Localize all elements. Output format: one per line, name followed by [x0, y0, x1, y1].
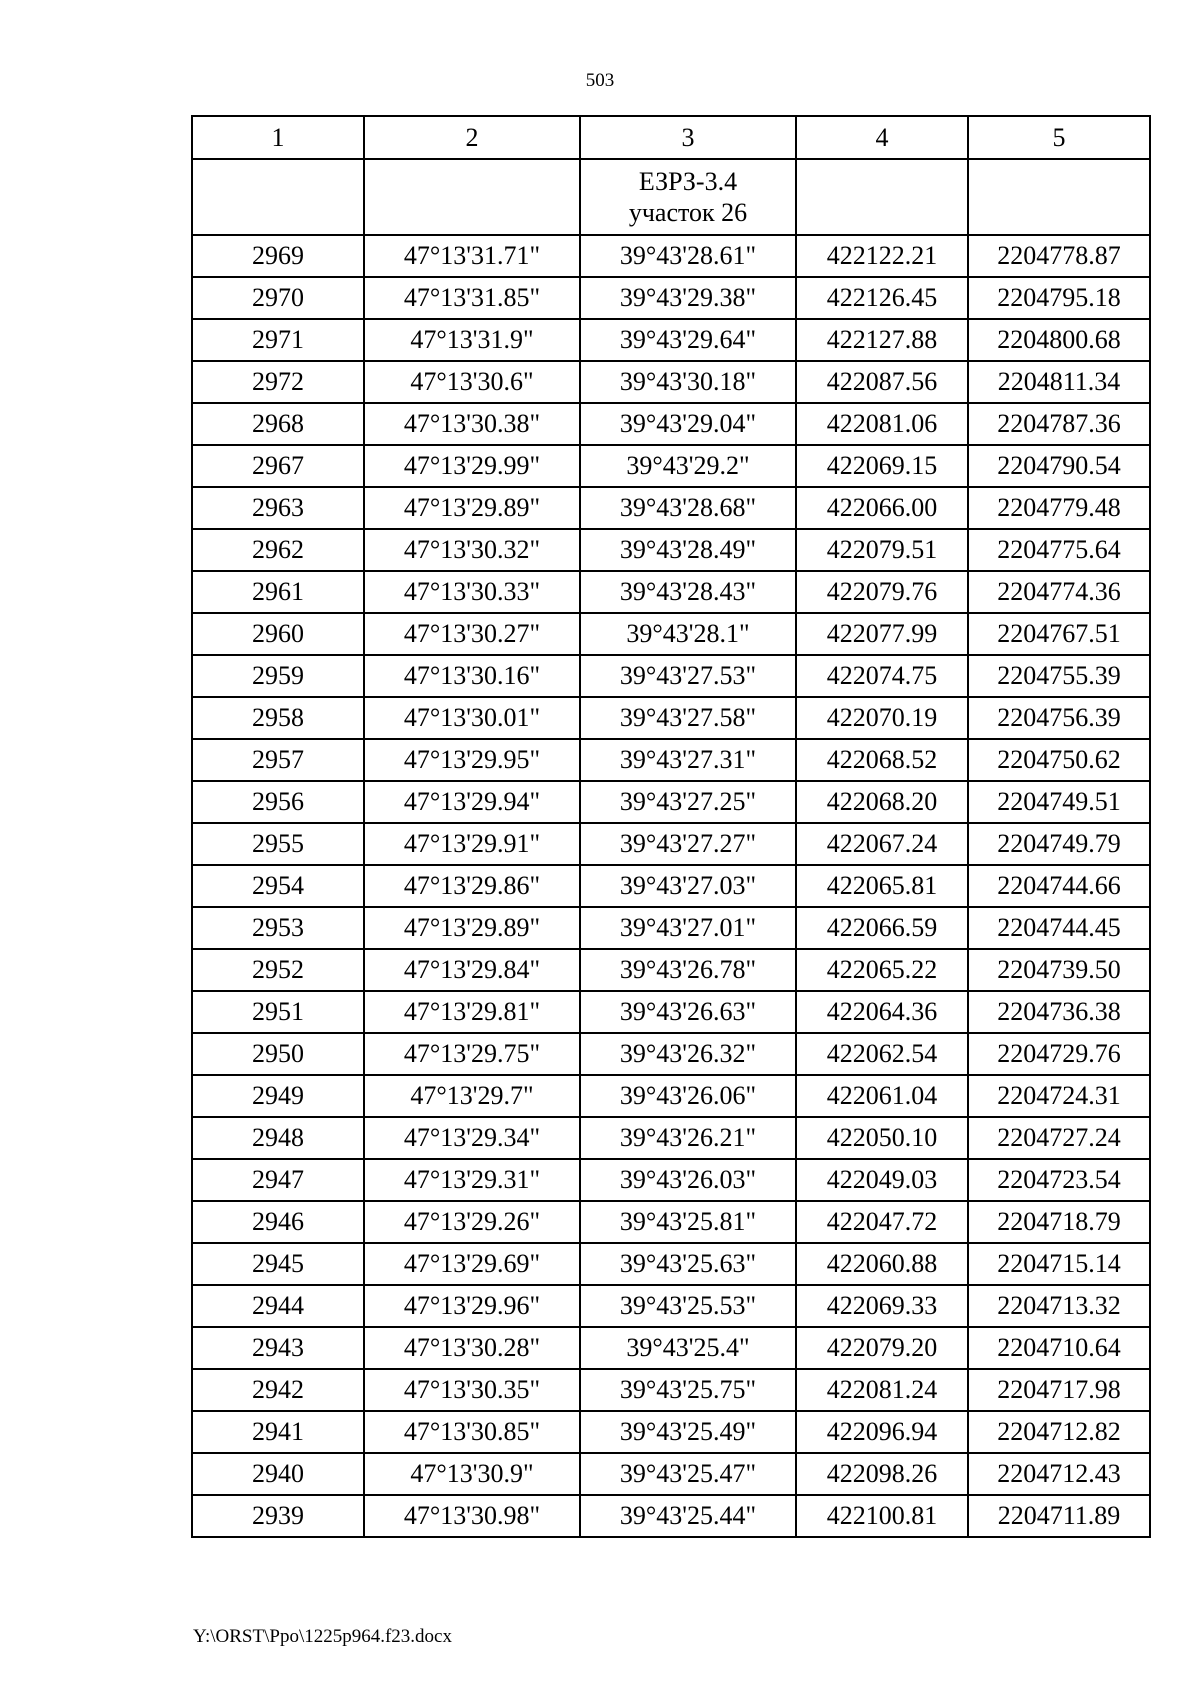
point-number-cell: 2954 — [192, 865, 364, 907]
point-number-cell: 2962 — [192, 529, 364, 571]
latitude-cell: 47°13'30.27" — [364, 613, 580, 655]
point-number-cell: 2948 — [192, 1117, 364, 1159]
y-coordinate-cell: 2204755.39 — [968, 655, 1150, 697]
latitude-cell: 47°13'30.35" — [364, 1369, 580, 1411]
latitude-cell: 47°13'29.26" — [364, 1201, 580, 1243]
latitude-cell: 47°13'29.96" — [364, 1285, 580, 1327]
table-row — [192, 1453, 1150, 1495]
y-coordinate-cell: 2204727.24 — [968, 1117, 1150, 1159]
point-number-cell: 2961 — [192, 571, 364, 613]
latitude-cell: 47°13'30.28" — [364, 1327, 580, 1369]
longitude-cell: 39°43'28.1" — [580, 613, 796, 655]
point-number-cell: 2959 — [192, 655, 364, 697]
x-coordinate-cell: 422065.81 — [796, 865, 968, 907]
table-row — [192, 445, 1150, 487]
y-coordinate-cell: 2204739.50 — [968, 949, 1150, 991]
latitude-cell: 47°13'29.31" — [364, 1159, 580, 1201]
x-coordinate-cell: 422096.94 — [796, 1411, 968, 1453]
longitude-cell: 39°43'25.4" — [580, 1327, 796, 1369]
longitude-cell: 39°43'25.63" — [580, 1243, 796, 1285]
column-header: 4 — [796, 116, 968, 159]
latitude-cell: 47°13'30.38" — [364, 403, 580, 445]
latitude-cell: 47°13'29.95" — [364, 739, 580, 781]
longitude-cell: 39°43'25.49" — [580, 1411, 796, 1453]
table-row — [192, 1495, 1150, 1537]
table-row — [192, 403, 1150, 445]
longitude-cell: 39°43'28.68" — [580, 487, 796, 529]
x-coordinate-cell: 422122.21 — [796, 235, 968, 277]
y-coordinate-cell: 2204713.32 — [968, 1285, 1150, 1327]
y-coordinate-cell: 2204736.38 — [968, 991, 1150, 1033]
longitude-cell: 39°43'28.49" — [580, 529, 796, 571]
point-number-cell: 2970 — [192, 277, 364, 319]
latitude-cell: 47°13'31.85" — [364, 277, 580, 319]
empty-cell — [968, 159, 1150, 235]
longitude-cell: 39°43'26.03" — [580, 1159, 796, 1201]
table-row — [192, 529, 1150, 571]
y-coordinate-cell: 2204729.76 — [968, 1033, 1150, 1075]
point-number-cell: 2952 — [192, 949, 364, 991]
point-number-cell: 2960 — [192, 613, 364, 655]
x-coordinate-cell: 422062.54 — [796, 1033, 968, 1075]
coordinates-table — [191, 115, 1151, 1538]
longitude-cell: 39°43'25.81" — [580, 1201, 796, 1243]
table-row — [192, 865, 1150, 907]
table-row — [192, 949, 1150, 991]
point-number-cell: 2939 — [192, 1495, 364, 1537]
y-coordinate-cell: 2204800.68 — [968, 319, 1150, 361]
table-row — [192, 1117, 1150, 1159]
table-row — [192, 319, 1150, 361]
longitude-cell: 39°43'26.32" — [580, 1033, 796, 1075]
point-number-cell: 2971 — [192, 319, 364, 361]
latitude-cell: 47°13'29.99" — [364, 445, 580, 487]
x-coordinate-cell: 422050.10 — [796, 1117, 968, 1159]
latitude-cell: 47°13'30.9" — [364, 1453, 580, 1495]
column-header: 1 — [192, 116, 364, 159]
section-title-line2: участок 26 — [628, 198, 748, 227]
x-coordinate-cell: 422079.51 — [796, 529, 968, 571]
latitude-cell: 47°13'29.81" — [364, 991, 580, 1033]
y-coordinate-cell: 2204756.39 — [968, 697, 1150, 739]
x-coordinate-cell: 422127.88 — [796, 319, 968, 361]
x-coordinate-cell: 422081.06 — [796, 403, 968, 445]
latitude-cell: 47°13'29.75" — [364, 1033, 580, 1075]
longitude-cell: 39°43'29.64" — [580, 319, 796, 361]
latitude-cell: 47°13'30.6" — [364, 361, 580, 403]
column-header: 5 — [968, 116, 1150, 159]
point-number-cell: 2946 — [192, 1201, 364, 1243]
x-coordinate-cell: 422100.81 — [796, 1495, 968, 1537]
x-coordinate-cell: 422065.22 — [796, 949, 968, 991]
x-coordinate-cell: 422060.88 — [796, 1243, 968, 1285]
y-coordinate-cell: 2204712.43 — [968, 1453, 1150, 1495]
point-number-cell: 2956 — [192, 781, 364, 823]
table-row — [192, 1369, 1150, 1411]
table-row — [192, 823, 1150, 865]
x-coordinate-cell: 422079.20 — [796, 1327, 968, 1369]
point-number-cell: 2950 — [192, 1033, 364, 1075]
x-coordinate-cell: 422066.59 — [796, 907, 968, 949]
y-coordinate-cell: 2204749.79 — [968, 823, 1150, 865]
table-row — [192, 571, 1150, 613]
x-coordinate-cell: 422061.04 — [796, 1075, 968, 1117]
latitude-cell: 47°13'30.01" — [364, 697, 580, 739]
table-row — [192, 697, 1150, 739]
section-title-line1: ЕЗРЗ-3.4 — [638, 167, 738, 196]
longitude-cell: 39°43'29.2" — [580, 445, 796, 487]
longitude-cell: 39°43'27.01" — [580, 907, 796, 949]
table-row — [192, 1411, 1150, 1453]
x-coordinate-cell: 422047.72 — [796, 1201, 968, 1243]
y-coordinate-cell: 2204795.18 — [968, 277, 1150, 319]
x-coordinate-cell: 422049.03 — [796, 1159, 968, 1201]
longitude-cell: 39°43'25.47" — [580, 1453, 796, 1495]
empty-cell — [192, 159, 364, 235]
longitude-cell: 39°43'27.03" — [580, 865, 796, 907]
x-coordinate-cell: 422087.56 — [796, 361, 968, 403]
point-number-cell: 2958 — [192, 697, 364, 739]
point-number-cell: 2949 — [192, 1075, 364, 1117]
point-number-cell: 2972 — [192, 361, 364, 403]
y-coordinate-cell: 2204774.36 — [968, 571, 1150, 613]
x-coordinate-cell: 422067.24 — [796, 823, 968, 865]
y-coordinate-cell: 2204711.89 — [968, 1495, 1150, 1537]
table-row — [192, 1327, 1150, 1369]
table-row — [192, 991, 1150, 1033]
y-coordinate-cell: 2204750.62 — [968, 739, 1150, 781]
latitude-cell: 47°13'29.84" — [364, 949, 580, 991]
y-coordinate-cell: 2204710.64 — [968, 1327, 1150, 1369]
point-number-cell: 2951 — [192, 991, 364, 1033]
y-coordinate-cell: 2204775.64 — [968, 529, 1150, 571]
y-coordinate-cell: 2204790.54 — [968, 445, 1150, 487]
y-coordinate-cell: 2204787.36 — [968, 403, 1150, 445]
y-coordinate-cell: 2204778.87 — [968, 235, 1150, 277]
longitude-cell: 39°43'29.38" — [580, 277, 796, 319]
table-row — [192, 235, 1150, 277]
y-coordinate-cell: 2204779.48 — [968, 487, 1150, 529]
point-number-cell: 2944 — [192, 1285, 364, 1327]
table-row — [192, 277, 1150, 319]
empty-cell — [796, 159, 968, 235]
longitude-cell: 39°43'27.27" — [580, 823, 796, 865]
coordinates-table-body — [192, 116, 1150, 1537]
x-coordinate-cell: 422079.76 — [796, 571, 968, 613]
longitude-cell: 39°43'27.53" — [580, 655, 796, 697]
y-coordinate-cell: 2204717.98 — [968, 1369, 1150, 1411]
table-row — [192, 1243, 1150, 1285]
point-number-cell: 2943 — [192, 1327, 364, 1369]
latitude-cell: 47°13'30.85" — [364, 1411, 580, 1453]
latitude-cell: 47°13'29.7" — [364, 1075, 580, 1117]
x-coordinate-cell: 422074.75 — [796, 655, 968, 697]
latitude-cell: 47°13'31.9" — [364, 319, 580, 361]
latitude-cell: 47°13'30.33" — [364, 571, 580, 613]
y-coordinate-cell: 2204744.45 — [968, 907, 1150, 949]
longitude-cell: 39°43'25.53" — [580, 1285, 796, 1327]
longitude-cell: 39°43'26.63" — [580, 991, 796, 1033]
latitude-cell: 47°13'29.94" — [364, 781, 580, 823]
longitude-cell: 39°43'27.58" — [580, 697, 796, 739]
table-row — [192, 739, 1150, 781]
y-coordinate-cell: 2204749.51 — [968, 781, 1150, 823]
table-row — [192, 1159, 1150, 1201]
table-row — [192, 1033, 1150, 1075]
table-row — [192, 613, 1150, 655]
longitude-cell: 39°43'27.25" — [580, 781, 796, 823]
longitude-cell: 39°43'26.78" — [580, 949, 796, 991]
latitude-cell: 47°13'30.16" — [364, 655, 580, 697]
table-row — [192, 361, 1150, 403]
y-coordinate-cell: 2204744.66 — [968, 865, 1150, 907]
y-coordinate-cell: 2204718.79 — [968, 1201, 1150, 1243]
y-coordinate-cell: 2204712.82 — [968, 1411, 1150, 1453]
table-row — [192, 655, 1150, 697]
latitude-cell: 47°13'29.89" — [364, 487, 580, 529]
point-number-cell: 2953 — [192, 907, 364, 949]
x-coordinate-cell: 422070.19 — [796, 697, 968, 739]
table-row — [192, 907, 1150, 949]
table-row — [192, 1201, 1150, 1243]
x-coordinate-cell: 422098.26 — [796, 1453, 968, 1495]
x-coordinate-cell: 422069.15 — [796, 445, 968, 487]
point-number-cell: 2947 — [192, 1159, 364, 1201]
latitude-cell: 47°13'29.89" — [364, 907, 580, 949]
latitude-cell: 47°13'31.71" — [364, 235, 580, 277]
x-coordinate-cell: 422081.24 — [796, 1369, 968, 1411]
point-number-cell: 2967 — [192, 445, 364, 487]
x-coordinate-cell: 422077.99 — [796, 613, 968, 655]
table-row — [192, 1075, 1150, 1117]
column-number-row — [192, 116, 1150, 159]
point-number-cell: 2945 — [192, 1243, 364, 1285]
longitude-cell: 39°43'26.21" — [580, 1117, 796, 1159]
x-coordinate-cell: 422068.52 — [796, 739, 968, 781]
point-number-cell: 2940 — [192, 1453, 364, 1495]
latitude-cell: 47°13'29.34" — [364, 1117, 580, 1159]
point-number-cell: 2957 — [192, 739, 364, 781]
longitude-cell: 39°43'25.75" — [580, 1369, 796, 1411]
column-header: 2 — [364, 116, 580, 159]
section-title — [580, 159, 796, 235]
latitude-cell: 47°13'30.32" — [364, 529, 580, 571]
longitude-cell: 39°43'28.43" — [580, 571, 796, 613]
point-number-cell: 2963 — [192, 487, 364, 529]
longitude-cell: 39°43'25.44" — [580, 1495, 796, 1537]
point-number-cell: 2942 — [192, 1369, 364, 1411]
y-coordinate-cell: 2204767.51 — [968, 613, 1150, 655]
y-coordinate-cell: 2204715.14 — [968, 1243, 1150, 1285]
x-coordinate-cell: 422126.45 — [796, 277, 968, 319]
x-coordinate-cell: 422066.00 — [796, 487, 968, 529]
point-number-cell: 2955 — [192, 823, 364, 865]
point-number-cell: 2941 — [192, 1411, 364, 1453]
point-number-cell: 2969 — [192, 235, 364, 277]
page-number: 503 — [585, 70, 615, 91]
section-title-row — [192, 159, 1150, 235]
latitude-cell: 47°13'30.98" — [364, 1495, 580, 1537]
point-number-cell: 2968 — [192, 403, 364, 445]
column-header: 3 — [580, 116, 796, 159]
longitude-cell: 39°43'28.61" — [580, 235, 796, 277]
longitude-cell: 39°43'27.31" — [580, 739, 796, 781]
y-coordinate-cell: 2204723.54 — [968, 1159, 1150, 1201]
y-coordinate-cell: 2204811.34 — [968, 361, 1150, 403]
table-row — [192, 781, 1150, 823]
table-row — [192, 487, 1150, 529]
latitude-cell: 47°13'29.86" — [364, 865, 580, 907]
x-coordinate-cell: 422069.33 — [796, 1285, 968, 1327]
latitude-cell: 47°13'29.91" — [364, 823, 580, 865]
longitude-cell: 39°43'29.04" — [580, 403, 796, 445]
latitude-cell: 47°13'29.69" — [364, 1243, 580, 1285]
y-coordinate-cell: 2204724.31 — [968, 1075, 1150, 1117]
x-coordinate-cell: 422064.36 — [796, 991, 968, 1033]
footer-file-path: Y:\ORST\Ppo\1225p964.f23.docx — [193, 1626, 452, 1647]
empty-cell — [364, 159, 580, 235]
longitude-cell: 39°43'30.18" — [580, 361, 796, 403]
longitude-cell: 39°43'26.06" — [580, 1075, 796, 1117]
x-coordinate-cell: 422068.20 — [796, 781, 968, 823]
table-row — [192, 1285, 1150, 1327]
